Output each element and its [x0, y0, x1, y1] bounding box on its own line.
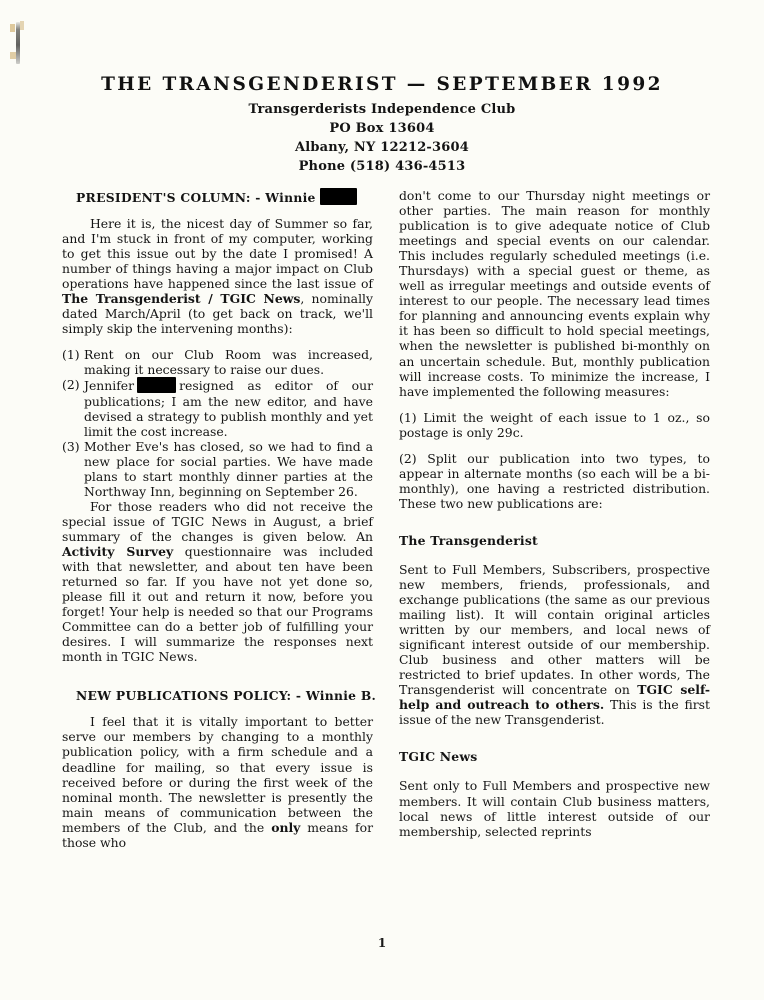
publication-title: THE TRANSGENDERIST — SEPTEMBER 1992 — [101, 74, 663, 95]
publications-policy-paragraph — [62, 714, 373, 849]
phone-line: Phone (518) 436-4513 — [298, 159, 466, 174]
paragraph-two-bold-activity-survey: Activity Survey — [62, 543, 174, 559]
tgic-news-description: Sent only to Full Members and prospective new members. It will contain Club business matters, local news of little interest outside of our membership, selected reprints — [399, 778, 710, 839]
list-item — [62, 347, 373, 377]
list-item — [62, 377, 373, 438]
presidents-column-heading-text: PRESIDENT'S COLUMN: - Winnie — [76, 190, 316, 205]
redaction-bar-editor-surname — [137, 377, 176, 393]
po-box-line: PO Box 13604 — [329, 121, 435, 136]
left-column — [62, 188, 377, 923]
transgenderist-text-a: Sent to Full Members, Subscribers, prospective new members, friends, professionals, and exchange publications (the same as our previous mailing list). It will contain original articles written by our members, and local news of significant interest outside of our membership. Club business and other matters will be restricted to brief updates. In other words, The Transgenderist will concentrate on — [399, 561, 710, 698]
section-heading-new-publications-policy: NEW PUBLICATIONS POLICY: - Winnie B. — [76, 688, 377, 704]
presidents-column-paragraph-two — [62, 499, 373, 665]
scan-artifact-smudge-three-icon — [20, 21, 24, 30]
list-item-number: (1) — [62, 347, 80, 363]
scan-artifact-smudge-icon — [10, 24, 15, 32]
subheading-tgic-news: TGIC News — [399, 749, 478, 765]
policy-paragraph-continuation: don't come to our Thursday night meetings or other parties. The main reason for monthly publication is to give adequate notice of Club meetings and special events on our calendar. This includes regularly scheduled meetings (i.e. Thursdays) with a special guest or theme, as well as irregular meetings and outside events of interest to our people. The necessary lead times for planning and announcing events explain why it has been so difficult to hold special meetings, when the newsletter is published bi-monthly on an uncertain schedule. But, monthly publication will increase costs. To minimize the increase, I have implemented the following measures: — [399, 188, 710, 399]
list-item-text-after-redaction: resigned as editor of our publications; I am the new editor, and have devised a strategy to publish monthly and yet limit the cost increase. — [84, 378, 373, 439]
list-item-number: (3) — [62, 438, 80, 454]
list-item-text-before-redaction: Jennifer — [84, 378, 135, 394]
right-column — [399, 188, 710, 923]
paragraph-one-bold-title: The Transgenderist / TGIC News — [62, 291, 301, 307]
policy-paragraph-text-b: means for those who — [62, 819, 374, 850]
list-item — [62, 439, 373, 499]
section-heading-presidents-column — [62, 188, 373, 205]
paragraph-two-text-b: questionnaire was included with that newsletter, and about ten have been returned so far. If you have not yet done so, please fill it out and return it now, before you forget! Your help is needed so that our Programs Committee can do a better job of fulfilling your desires. I will summarize the responses next month in TGIC News. — [62, 543, 373, 665]
measure-one-paragraph: (1) Limit the weight of each issue to 1 oz., so postage is only 29c. — [399, 409, 710, 440]
organization-name: Transgerderists Independence Club — [248, 102, 516, 117]
changes-list — [62, 347, 373, 498]
list-item-number: (2) — [62, 377, 80, 393]
presidents-column-paragraph-one — [62, 216, 373, 336]
transgenderist-text-b: This is the first issue of the new Transgenderist. — [399, 697, 710, 728]
subheading-the-transgenderist: The Transgenderist — [399, 532, 538, 548]
paragraph-two-text-a: For those readers who did not receive the special issue of TGIC News in August, a brief summary of the changes is given below. An — [62, 498, 373, 544]
list-item-text: Mother Eve's has closed, so we had to find a new place for social parties. We have made plans to start monthly dinner parties at the Northway Inn, beginning on September 26. — [84, 438, 373, 499]
paragraph-one-text-a: Here it is, the nicest day of Summer so far, and I'm stuck in front of my computer, working to get this issue out by the date I promised! A number of things having a major impact on Club operations have happened since the last issue of — [62, 216, 373, 292]
measure-two-paragraph: (2) Split our publication into two types, to appear in alternate months (so each will be a bi-monthly), one having a restricted distribution. These two new publications are: — [399, 450, 710, 511]
scan-artifact-smudge-two-icon — [10, 52, 16, 59]
article-columns — [62, 188, 710, 923]
list-item-text: Rent on our Club Room was increased, making it necessary to raise our dues. — [84, 347, 373, 378]
masthead — [0, 74, 764, 174]
transgenderist-bold-mission: TGIC self-help and outreach to others. — [399, 682, 710, 713]
paragraph-one-text-b: , nominally dated March/April (to get back on track, we'll simply skip the intervening months): — [62, 291, 373, 337]
city-state-zip-line: Albany, NY 12212-3604 — [294, 140, 470, 155]
page-number: 1 — [377, 936, 387, 950]
policy-paragraph-bold-only: only — [271, 819, 301, 835]
redaction-bar-president-name — [320, 188, 357, 205]
the-transgenderist-description — [399, 562, 710, 728]
policy-paragraph-text-a: I feel that it is vitally important to better serve our members by changing to a monthly publication policy, with a firm schedule and a deadline for mailing, so that every issue is received before or during the first week of the nominal month. The newsletter is presently the main means of communication between the members of the Club, and the — [62, 714, 373, 835]
